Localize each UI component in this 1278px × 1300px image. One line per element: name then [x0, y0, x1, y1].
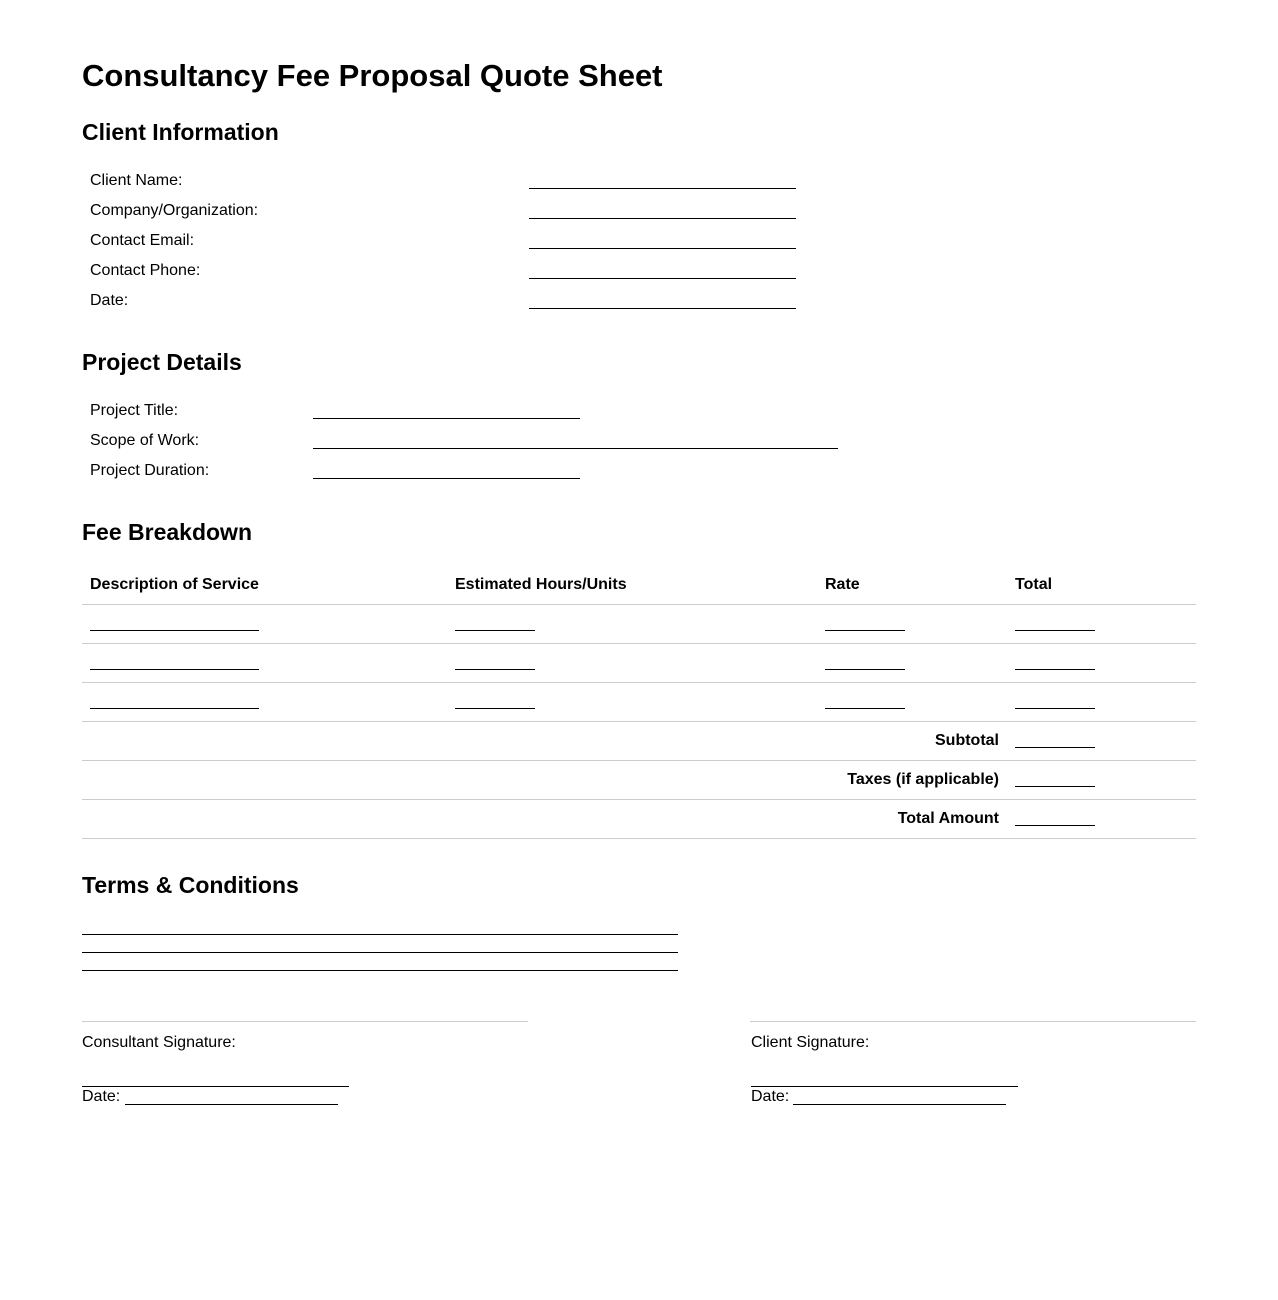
description-field[interactable]: [90, 669, 259, 670]
contact-phone-field[interactable]: [529, 278, 796, 279]
project-duration-label: Project Duration:: [90, 462, 210, 479]
client-date-label: Date:: [751, 1088, 790, 1105]
table-divider: [82, 604, 1196, 605]
total-amount-label: Total Amount: [897, 810, 999, 827]
table-divider: [82, 760, 1196, 761]
total-field[interactable]: [1015, 669, 1095, 670]
signature-divider: [82, 1021, 528, 1022]
contact-email-field[interactable]: [529, 248, 796, 249]
consultant-signature-field[interactable]: [82, 1086, 349, 1087]
rate-field[interactable]: [825, 669, 905, 670]
column-header-total: Total: [1015, 576, 1053, 593]
table-divider: [82, 643, 1196, 644]
date-field[interactable]: [529, 308, 796, 309]
total-field[interactable]: [1015, 630, 1095, 631]
column-header-hours: Estimated Hours/Units: [455, 576, 627, 593]
column-header-description: Description of Service: [90, 576, 259, 593]
contact-email-label: Contact Email:: [90, 232, 195, 249]
client-information-heading: Client Information: [82, 119, 279, 145]
consultant-date-label: Date:: [82, 1088, 121, 1105]
date-label: Date:: [90, 292, 129, 309]
client-name-field[interactable]: [529, 188, 796, 189]
signature-divider: [750, 1021, 1196, 1022]
table-divider: [82, 682, 1196, 683]
description-field[interactable]: [90, 708, 259, 709]
project-title-label: Project Title:: [90, 402, 179, 419]
terms-line[interactable]: [82, 970, 678, 971]
table-divider: [82, 721, 1196, 722]
terms-heading: Terms & Conditions: [82, 872, 299, 898]
total-field[interactable]: [1015, 708, 1095, 709]
column-header-rate: Rate: [825, 576, 860, 593]
project-details-heading: Project Details: [82, 349, 242, 375]
client-name-label: Client Name:: [90, 172, 183, 189]
client-signature-label: Client Signature:: [751, 1034, 870, 1051]
project-duration-field[interactable]: [313, 478, 580, 479]
consultant-date-field[interactable]: [125, 1104, 338, 1105]
rate-field[interactable]: [825, 630, 905, 631]
scope-of-work-label: Scope of Work:: [90, 432, 200, 449]
terms-line[interactable]: [82, 952, 678, 953]
consultant-signature-label: Consultant Signature:: [82, 1034, 236, 1051]
total-amount-field[interactable]: [1015, 825, 1095, 826]
taxes-label: Taxes (if applicable): [847, 771, 999, 788]
client-signature-field[interactable]: [751, 1086, 1018, 1087]
terms-line[interactable]: [82, 934, 678, 935]
subtotal-field[interactable]: [1015, 747, 1095, 748]
hours-field[interactable]: [455, 630, 535, 631]
scope-of-work-field[interactable]: [313, 448, 838, 449]
company-label: Company/Organization:: [90, 202, 259, 219]
company-field[interactable]: [529, 218, 796, 219]
taxes-field[interactable]: [1015, 786, 1095, 787]
hours-field[interactable]: [455, 708, 535, 709]
project-title-field[interactable]: [313, 418, 580, 419]
table-divider: [82, 838, 1196, 839]
contact-phone-label: Contact Phone:: [90, 262, 201, 279]
client-date-field[interactable]: [793, 1104, 1006, 1105]
subtotal-label: Subtotal: [935, 732, 999, 749]
fee-breakdown-heading: Fee Breakdown: [82, 519, 252, 545]
rate-field[interactable]: [825, 708, 905, 709]
description-field[interactable]: [90, 630, 259, 631]
page-title: Consultancy Fee Proposal Quote Sheet: [82, 58, 663, 93]
hours-field[interactable]: [455, 669, 535, 670]
table-divider: [82, 799, 1196, 800]
